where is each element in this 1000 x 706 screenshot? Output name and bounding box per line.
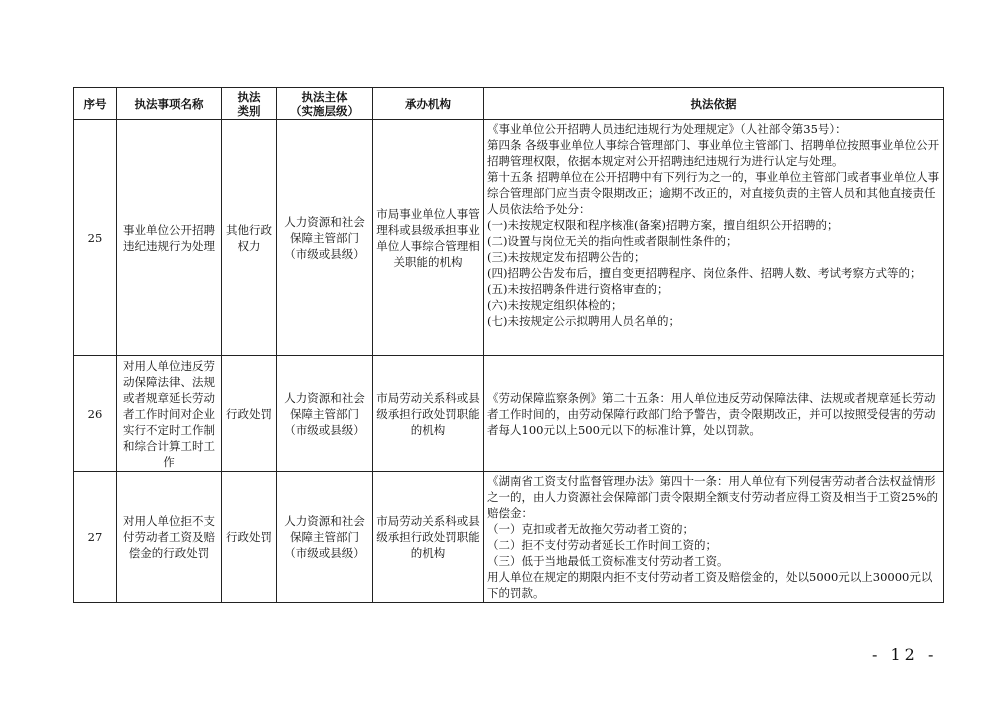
basis-line: 第十五条 招聘单位在公开招聘中有下列行为之一的，事业单位主管部门或者事业单位人事综合管理部门应当责令限期改正；逾期不改正的，对直接负责的主管人员和其他直接责任人员依法给予处分： — [487, 170, 940, 216]
basis-line: 《湖南省工资支付监督管理办法》第四十一条：用人单位有下列侵害劳动者合法权益情形之一的，由人力资源社会保障部门责令限期全额支付劳动者应得工资及相当于工资25%的赔偿金： — [487, 474, 939, 520]
row-subject: 人力资源和社会保障主管部门（市级或县级） — [277, 472, 373, 603]
basis-line: 第四条 各级事业单位人事综合管理部门、事业单位主管部门、招聘单位按照事业单位公开招聘管理权限，依据本规定对公开招聘违纪违规行为进行认定与处理。 — [487, 138, 940, 168]
row-agency: 市局事业单位人事管理科或县级承担事业单位人事综合管理相关职能的机构 — [373, 120, 484, 356]
table-row — [74, 472, 944, 603]
basis-line: （三）低于当地最低工资标准支付劳动者工资。 — [487, 554, 729, 568]
basis-line: （一）克扣或者无故拖欠劳动者工资的； — [487, 522, 694, 536]
header-name: 执法事项名称 — [117, 88, 222, 120]
row-category: 其他行政权力 — [222, 120, 277, 356]
row-name: 对用人单位拒不支付劳动者工资及赔偿金的行政处罚 — [117, 472, 222, 603]
basis-line: (七)未按规定公示拟聘用人员名单的； — [487, 314, 680, 328]
table-row — [74, 120, 944, 356]
row-subject: 人力资源和社会保障主管部门（市级或县级） — [277, 120, 373, 356]
row-name: 事业单位公开招聘违纪违规行为处理 — [117, 120, 222, 356]
header-no: 序号 — [74, 88, 117, 120]
row-name: 对用人单位违反劳动保障法律、法规或者规章延长劳动者工作时间对企业实行不定时工作制和综合计算工时工作 — [117, 356, 222, 472]
header-agency: 承办机构 — [373, 88, 484, 120]
basis-line: (一)未按规定权限和程序核准(备案)招聘方案，擅自组织公开招聘的； — [487, 218, 839, 232]
row-agency: 市局劳动关系科或县级承担行政处罚职能的机构 — [373, 472, 484, 603]
row-agency: 市局劳动关系科或县级承担行政处罚职能的机构 — [373, 356, 484, 472]
basis-line: 《劳动保障监察条例》第二十五条：用人单位违反劳动保障法律、法规或者规章延长劳动者工作时间的，由劳动保障行政部门给予警告，责令限期改正，并可以按照受侵害的劳动者每人100元以上500元以下的标准计算，处以罚款。 — [487, 390, 936, 437]
page-number: - 12 - — [872, 645, 938, 664]
row-no: 26 — [74, 356, 117, 472]
header-subject-line: 执法主体 — [301, 89, 348, 104]
row-basis — [484, 356, 944, 472]
row-no: 25 — [74, 120, 117, 356]
law-enforcement-table — [73, 87, 944, 603]
basis-line: 《事业单位公开招聘人员违纪违规行为处理规定》（人社部令第35号）： — [487, 122, 847, 136]
row-category: 行政处罚 — [222, 472, 277, 603]
row-basis — [484, 472, 944, 603]
basis-line: (二)设置与岗位无关的指向性或者限制性条件的； — [487, 234, 738, 248]
basis-line: （二）拒不支付劳动者延长工作时间工资的； — [487, 538, 717, 552]
header-category — [222, 88, 277, 120]
header-row — [74, 88, 944, 120]
header-category-line: 执法 — [237, 89, 261, 104]
basis-line: (三)未按规定发布招聘公告的； — [487, 250, 646, 264]
basis-line: (五)未按招聘条件进行资格审查的； — [487, 282, 669, 296]
header-subject — [277, 88, 373, 120]
row-no: 27 — [74, 472, 117, 603]
header-category-line: 类别 — [237, 103, 261, 118]
header-basis: 执法依据 — [484, 88, 944, 120]
basis-line: (六)未按规定组织体检的； — [487, 298, 623, 312]
row-category: 行政处罚 — [222, 356, 277, 472]
basis-line: 用人单位在规定的期限内拒不支付劳动者工资及赔偿金的，处以5000元以上30000元以下的罚款。 — [487, 570, 933, 600]
table-row — [74, 356, 944, 472]
row-basis — [484, 120, 944, 356]
basis-line: (四)招聘公告发布后，擅自变更招聘程序、岗位条件、招聘人数、考试考察方式等的； — [487, 266, 922, 280]
row-subject: 人力资源和社会保障主管部门（市级或县级） — [277, 356, 373, 472]
header-subject-line: （实施层级） — [290, 103, 359, 118]
